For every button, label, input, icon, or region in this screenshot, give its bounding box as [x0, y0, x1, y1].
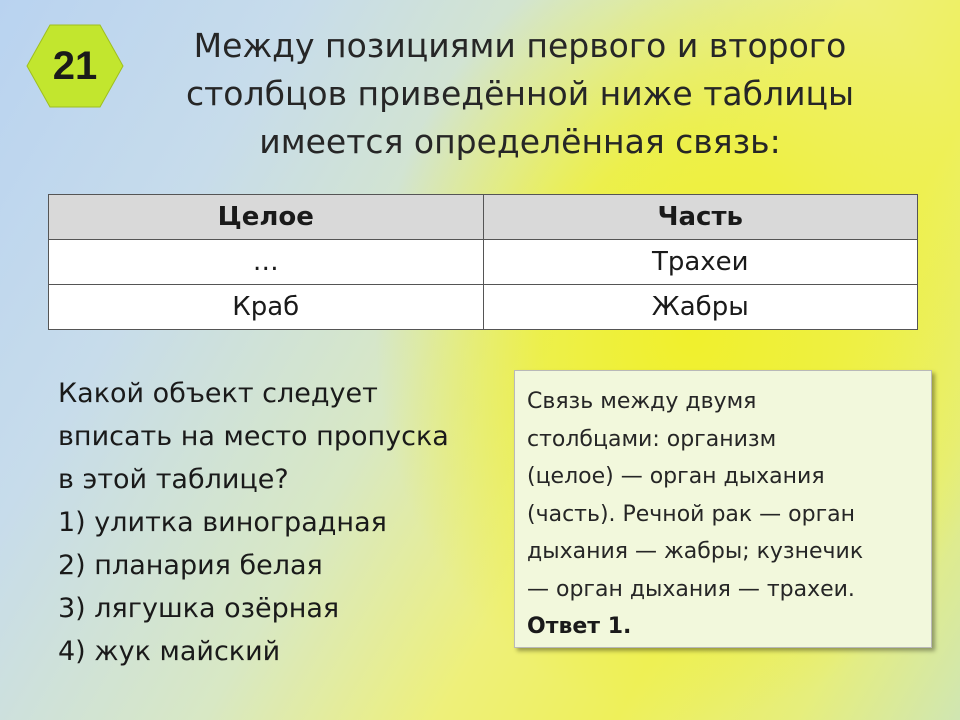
answer-option-2: 2) планария белая [58, 550, 323, 581]
cell-whole: Краб [49, 285, 484, 330]
answer-option-4: 4) жук майский [58, 636, 281, 667]
cell-whole-missing: … [49, 240, 484, 285]
table-header-row [49, 195, 918, 240]
explanation-line: столбцами: организм [527, 426, 777, 452]
question-line: в этой таблице? [58, 464, 289, 495]
answer-result: Ответ 1. [527, 614, 632, 639]
explanation-box [514, 370, 932, 648]
table-row [49, 285, 918, 330]
explanation-line: Связь между двумя [527, 389, 757, 414]
title-line-2: столбцов приведённой ниже таблицы [185, 74, 855, 113]
cell-part: Трахеи [483, 240, 918, 285]
header-part: Часть [483, 195, 918, 240]
relation-table [48, 194, 918, 330]
title-line-1: Между позициями первого и второго [193, 26, 847, 65]
question-line: вписать на место пропуска [58, 421, 449, 452]
explanation-line: дыхания — жабры; кузнечик [527, 539, 864, 564]
header-whole: Целое [49, 195, 484, 240]
explanation-line: — орган дыхания — трахеи. [527, 576, 855, 602]
cell-part: Жабры [483, 285, 918, 330]
question-number: 21 [52, 43, 98, 88]
question-line: Какой объект следует [58, 378, 378, 409]
answer-option-1: 1) улитка виноградная [58, 507, 387, 538]
explanation-line: (часть). Речной рак — орган [527, 501, 856, 527]
title-line-3: имеется определённая связь: [259, 122, 781, 161]
question-block [58, 372, 498, 673]
explanation-line: (целое) — орган дыхания [527, 464, 825, 489]
table-row [49, 240, 918, 285]
answer-option-3: 3) лягушка озёрная [58, 593, 340, 624]
page-title [150, 22, 890, 166]
question-number-badge [26, 24, 124, 108]
